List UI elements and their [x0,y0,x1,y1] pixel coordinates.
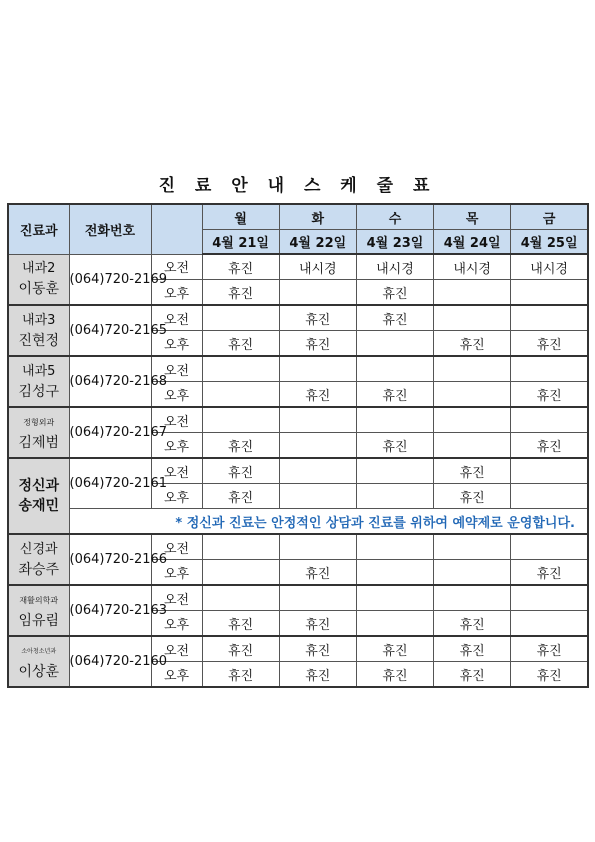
schedule-cell: 휴진 [511,662,588,688]
schedule-cell [356,560,433,586]
schedule-cell [356,407,433,433]
schedule-cell: 휴진 [434,636,511,662]
schedule-cell [356,458,433,484]
phone-number: (064)720-2169 [69,254,151,305]
schedule-cell: 휴진 [434,331,511,357]
schedule-cell: 휴진 [511,382,588,408]
dept-name: 소아청소년과 [21,647,57,655]
schedule-table [7,203,589,688]
schedule-cell [511,407,588,433]
table-row [8,636,588,662]
schedule-cell: 휴진 [202,331,279,357]
phone-number: (064)720-2160 [69,636,151,687]
phone-number: (064)720-2167 [69,407,151,458]
header-date-thu: 4월 24일 [434,230,511,255]
schedule-cell [434,585,511,611]
table-row [8,458,588,484]
header-day-wed: 수 [356,204,433,230]
schedule-cell [434,382,511,408]
doctor-name: 이상훈 [18,663,60,680]
period-pm: 오후 [151,662,202,688]
dept-cell [8,534,69,585]
schedule-cell [511,585,588,611]
period-am: 오전 [151,636,202,662]
schedule-cell: 내시경 [356,254,433,280]
schedule-cell: 휴진 [356,305,433,331]
header-day-tue: 화 [279,204,356,230]
schedule-cell: 휴진 [434,611,511,637]
schedule-cell [356,484,433,509]
header-period [151,204,202,254]
schedule-cell [511,484,588,509]
dept-cell [8,458,69,534]
dept-name: 재활의학과 [19,595,59,605]
schedule-cell [279,280,356,306]
period-pm: 오후 [151,433,202,459]
schedule-cell: 휴진 [511,433,588,459]
dept-cell [8,407,69,458]
schedule-cell: 휴진 [434,484,511,509]
dept-cell [8,356,69,407]
doctor-name: 송재민 [18,498,60,514]
period-pm: 오후 [151,280,202,306]
dept-cell [8,305,69,356]
period-am: 오전 [151,305,202,331]
schedule-cell [279,356,356,382]
schedule-cell [511,356,588,382]
schedule-cell [279,433,356,459]
period-pm: 오후 [151,331,202,357]
schedule-cell: 휴진 [279,331,356,357]
header-date-fri: 4월 25일 [511,230,588,255]
schedule-cell: 휴진 [356,662,433,688]
doctor-name: 김성구 [18,383,60,400]
schedule-cell [279,407,356,433]
schedule-cell: 휴진 [279,305,356,331]
phone-number: (064)720-2163 [69,585,151,636]
table-row [8,305,588,331]
period-am: 오전 [151,407,202,433]
schedule-cell [356,356,433,382]
schedule-cell: 휴진 [202,636,279,662]
doctor-name: 좌승주 [18,561,60,578]
schedule-cell [202,585,279,611]
doctor-name: 진현정 [18,332,60,349]
schedule-cell: 휴진 [279,611,356,637]
table-row [8,254,588,280]
header-day-thu: 목 [434,204,511,230]
dept-cell [8,636,69,687]
schedule-cell [511,611,588,637]
schedule-cell: 휴진 [434,458,511,484]
period-pm: 오후 [151,382,202,408]
schedule-cell: 휴진 [511,560,588,586]
schedule-cell [202,382,279,408]
phone-number: (064)720-2165 [69,305,151,356]
table-row [8,356,588,382]
schedule-cell: 휴진 [279,560,356,586]
schedule-cell [434,280,511,306]
dept-name: 정형외과 [23,417,55,427]
schedule-cell [356,585,433,611]
schedule-cell: 내시경 [511,254,588,280]
page-title: 진 료 안 내 스 케 줄 표 [158,176,437,196]
schedule-cell [356,331,433,357]
schedule-cell: 휴진 [434,662,511,688]
schedule-cell: 휴진 [356,382,433,408]
schedule-cell [202,534,279,560]
schedule-cell: 휴진 [279,636,356,662]
schedule-cell [434,305,511,331]
header-day-mon: 월 [202,204,279,230]
header-date-tue: 4월 22일 [279,230,356,255]
schedule-cell [279,585,356,611]
schedule-cell: 휴진 [202,254,279,280]
schedule-cell [356,611,433,637]
schedule-cell [279,484,356,509]
phone-number: (064)720-2168 [69,356,151,407]
header-phone: 전화번호 [69,204,151,254]
schedule-cell: 휴진 [202,484,279,509]
period-pm: 오후 [151,560,202,586]
dept-name: 내과2 [22,261,56,277]
schedule-cell [279,458,356,484]
schedule-cell [511,305,588,331]
schedule-cell: 휴진 [356,433,433,459]
header-day-fri: 금 [511,204,588,230]
schedule-cell: 휴진 [356,636,433,662]
dept-name: 내과5 [22,363,56,379]
schedule-cell [356,534,433,560]
reservation-notice: * 정신과 진료는 안정적인 상담과 진료를 위하여 예약제로 운영합니다. [69,509,588,535]
schedule-cell: 휴진 [511,331,588,357]
period-am: 오전 [151,585,202,611]
table-row [8,585,588,611]
schedule-cell [202,356,279,382]
dept-name: 정신과 [18,478,60,494]
header-date-mon: 4월 21일 [202,230,279,255]
doctor-name: 이동훈 [18,281,60,298]
period-am: 오전 [151,254,202,280]
period-am: 오전 [151,458,202,484]
schedule-cell: 내시경 [279,254,356,280]
period-pm: 오후 [151,611,202,637]
schedule-cell [511,280,588,306]
doctor-name: 임유림 [18,612,60,629]
header-dept: 진료과 [8,204,69,254]
schedule-cell [202,560,279,586]
doctor-name: 김제범 [18,434,60,451]
schedule-cell [511,458,588,484]
phone-number: (064)720-2161 [69,458,151,509]
dept-cell [8,585,69,636]
table-row [8,509,588,535]
schedule-cell: 휴진 [202,458,279,484]
schedule-cell [511,534,588,560]
table-row [8,407,588,433]
schedule-cell: 휴진 [202,433,279,459]
schedule-cell [202,305,279,331]
schedule-cell [279,534,356,560]
dept-cell [8,254,69,305]
table-row [8,534,588,560]
schedule-cell: 내시경 [434,254,511,280]
dept-name: 내과3 [22,312,56,328]
schedule-cell: 휴진 [356,280,433,306]
period-pm: 오후 [151,484,202,509]
schedule-cell: 휴진 [202,280,279,306]
schedule-cell [434,407,511,433]
phone-number: (064)720-2166 [69,534,151,585]
schedule-cell: 휴진 [202,662,279,688]
dept-name: 신경과 [19,541,58,557]
schedule-cell: 휴진 [279,382,356,408]
schedule-cell: 휴진 [511,636,588,662]
period-am: 오전 [151,356,202,382]
schedule-cell [434,560,511,586]
header-date-wed: 4월 23일 [356,230,433,255]
schedule-cell [434,356,511,382]
schedule-cell [202,407,279,433]
schedule-cell: 휴진 [202,611,279,637]
schedule-cell [434,433,511,459]
schedule-cell [434,534,511,560]
period-am: 오전 [151,534,202,560]
schedule-cell: 휴진 [279,662,356,688]
